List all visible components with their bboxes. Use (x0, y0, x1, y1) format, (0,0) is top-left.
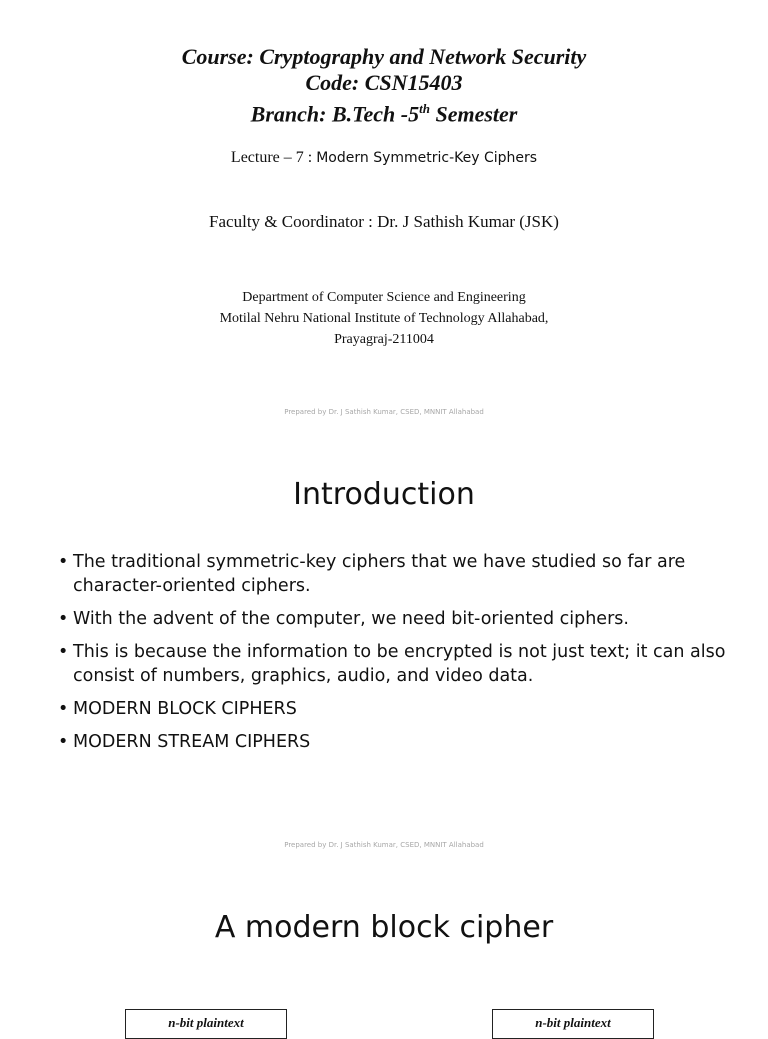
introduction-slide (0, 432, 768, 864)
bullet-item: • MODERN BLOCK CIPHERS (56, 697, 746, 721)
department-block (0, 287, 768, 350)
course-title-block (0, 44, 768, 127)
course-code: Code: CSN15403 (305, 70, 463, 95)
slide-title: Introduction (293, 477, 475, 512)
slide-footer: Prepared by Dr. J Sathish Kumar, CSED, MNNIT Allahabad (284, 841, 484, 849)
lecture-number: Lecture – 7 : (230, 149, 317, 166)
plaintext-box-right: n-bit plaintext (492, 1009, 654, 1039)
course-branch (0, 96, 768, 127)
bullet-list (56, 550, 746, 763)
title-slide (0, 0, 768, 432)
lecture-line (0, 149, 768, 167)
plaintext-box-left: n-bit plaintext (125, 1009, 287, 1039)
institute-name: Motilal Nehru National Institute of Technology Allahabad, (219, 311, 549, 326)
bullet-item: • This is because the information to be encrypted is not just text; it can also consist of numbers, graphics, audio, and video data. (56, 640, 746, 688)
slide-footer: Prepared by Dr. J Sathish Kumar, CSED, MNNIT Allahabad (284, 408, 484, 416)
branch-suffix: Semester (429, 101, 518, 127)
institute-city: Prayagraj-211004 (334, 332, 434, 347)
bullet-item: • The traditional symmetric-key ciphers that we have studied so far are character-oriented ciphers. (56, 550, 746, 598)
bullet-item: • With the advent of the computer, we need bit-oriented ciphers. (56, 607, 746, 631)
slide-title: A modern block cipher (214, 910, 554, 945)
course-name: Course: Cryptography and Network Security (181, 44, 587, 69)
lecture-topic: Modern Symmetric-Key Ciphers (316, 150, 538, 166)
branch-superscript: th (419, 101, 430, 116)
block-cipher-slide (0, 864, 768, 1030)
faculty-line: Faculty & Coordinator : Dr. J Sathish Kumar (JSK) (209, 212, 559, 231)
branch-prefix: Branch: B.Tech -5 (250, 101, 420, 127)
department-name: Department of Computer Science and Engineering (242, 290, 526, 305)
bullet-item: • MODERN STREAM CIPHERS (56, 730, 746, 754)
